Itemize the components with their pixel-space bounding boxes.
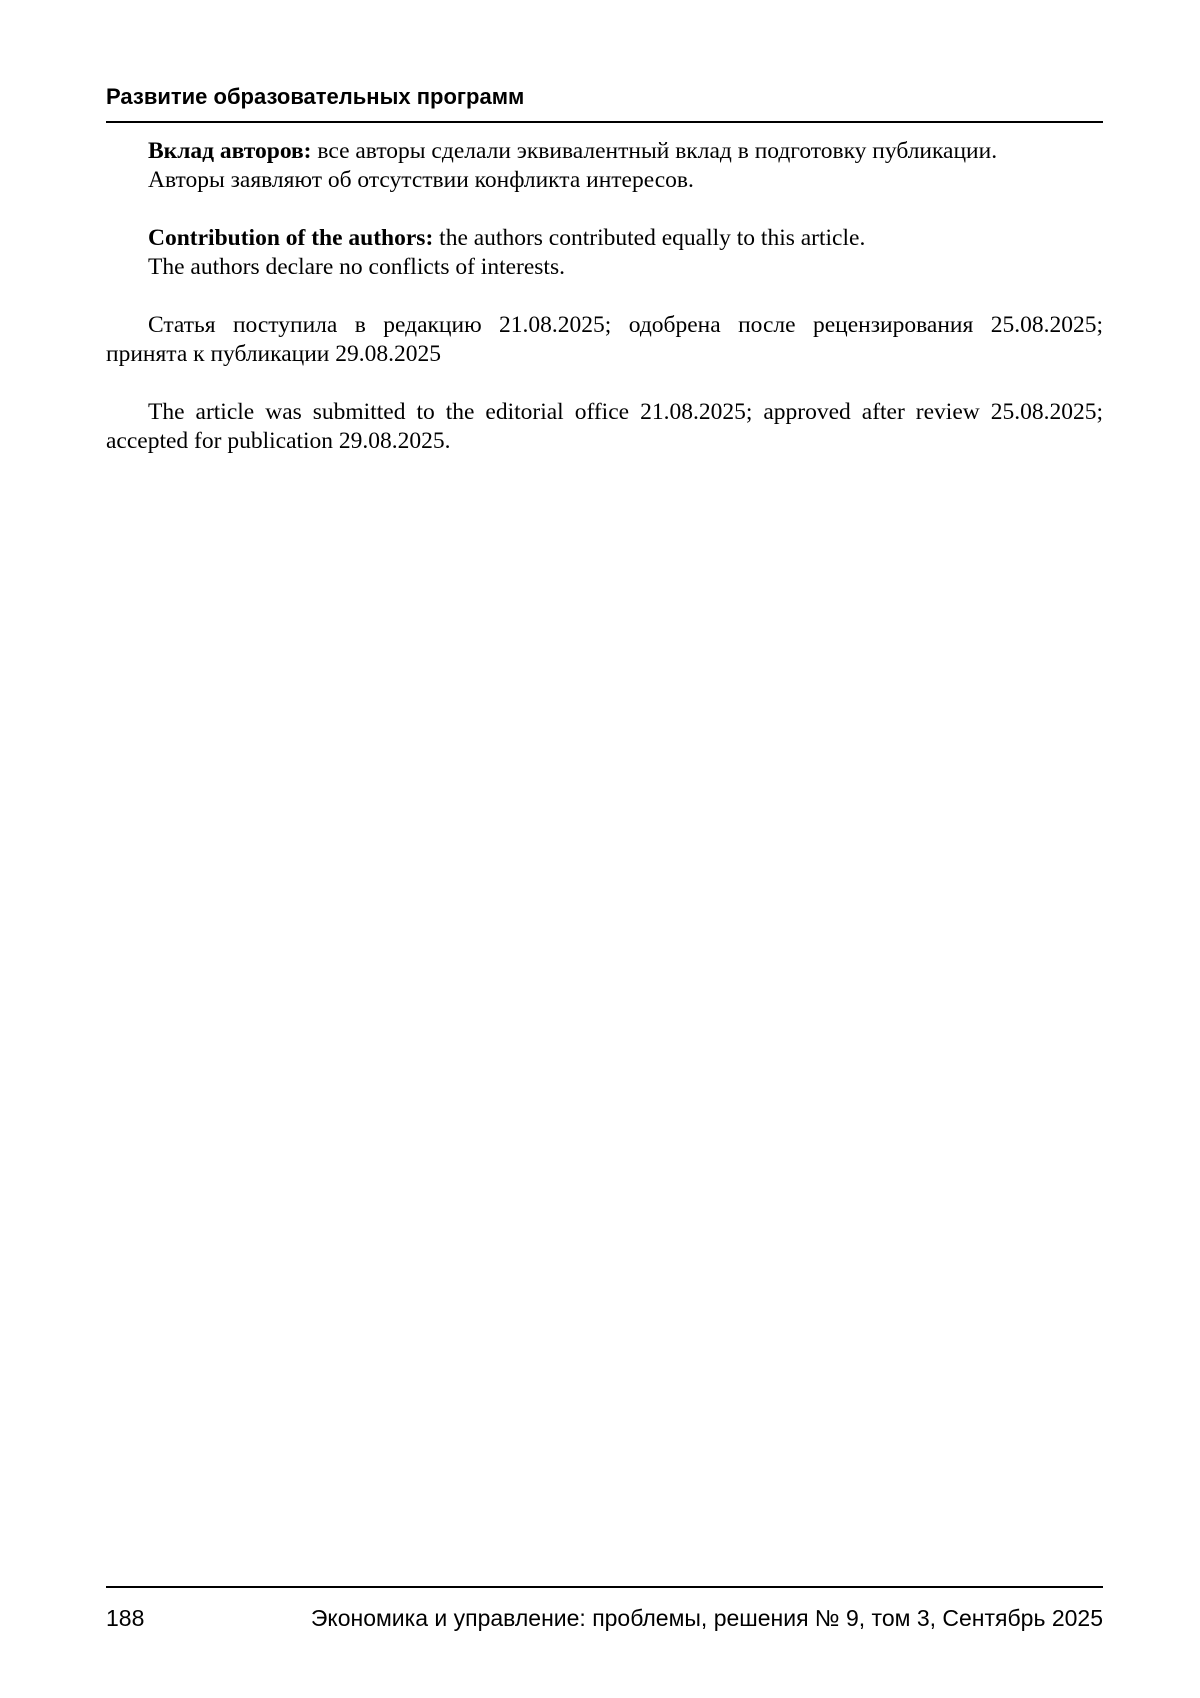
en-dates-line-2: accepted for publication 29.08.2025. — [106, 428, 451, 454]
ru-conflict-statement: Авторы заявляют об отсутствии конфликта интересов. — [148, 167, 694, 193]
en-dates-block — [106, 398, 1103, 456]
footer-divider — [106, 1586, 1103, 1588]
en-contribution-line — [106, 224, 1103, 253]
en-contribution-block — [106, 224, 1103, 282]
ru-dates-line-2: принята к публикации 29.08.2025 — [106, 341, 441, 367]
ru-dates-block — [106, 311, 1103, 369]
page-number: 188 — [106, 1605, 145, 1631]
article-back-matter — [106, 137, 1103, 456]
ru-contribution-line — [106, 137, 1103, 166]
en-dates-line-1: The article was submitted to the editorial office 21.08.2025; approved after review 25.08.2025; — [148, 399, 1103, 425]
en-contribution-text: the authors contributed equally to this article. — [433, 225, 866, 251]
journal-info: Экономика и управление: проблемы, решения № 9, том 3, Сентябрь 2025 — [310, 1605, 1103, 1631]
ru-contribution-text: все авторы сделали эквивалентный вклад в подготовку публикации. — [311, 138, 998, 164]
running-head-title: Развитие образовательных программ — [106, 84, 525, 109]
ru-dates-line-1: Статья поступила в редакцию 21.08.2025; одобрена после рецензирования 25.08.2025; — [148, 312, 1103, 338]
ru-contribution-label: Вклад авторов: — [148, 138, 312, 164]
en-conflict-statement: The authors declare no conflicts of interests. — [148, 254, 565, 280]
en-contribution-label: Contribution of the authors: — [148, 225, 434, 251]
ru-contribution-block — [106, 137, 1103, 195]
header-divider — [106, 121, 1103, 123]
